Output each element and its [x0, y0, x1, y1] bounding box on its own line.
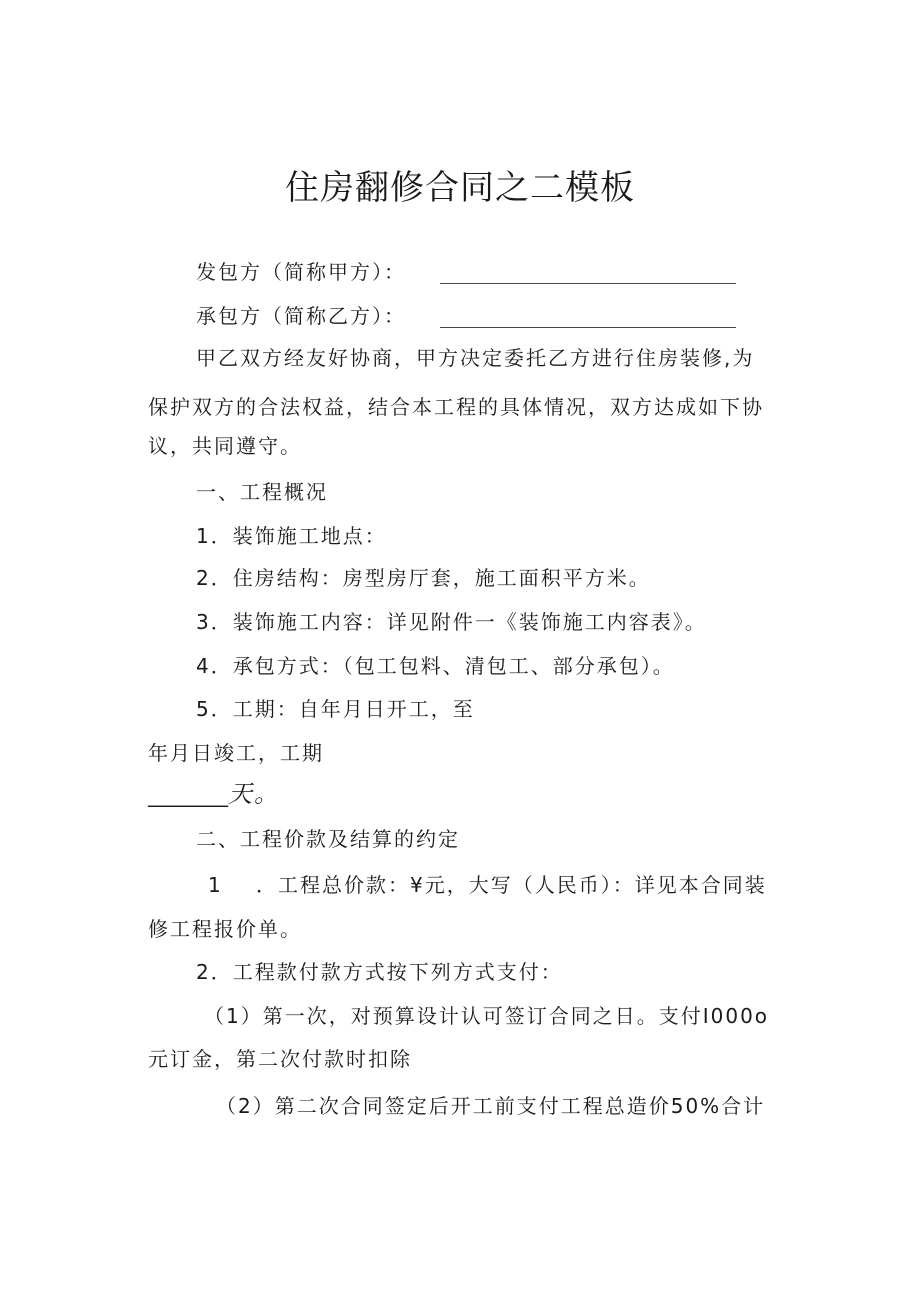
document-title: 住房翻修合同之二模板 [285, 168, 635, 208]
party-a-blank[interactable] [440, 282, 736, 284]
payment-2-line-1: （2）第二次合同签定后开工前支付工程总造价50%合计 [216, 1094, 766, 1118]
item-5-line-3 [148, 780, 280, 809]
item-3: 3．装饰施工内容：详见附件一《装饰施工内容表》。 [196, 610, 707, 634]
payment-1-line-2: 元订金，第二次付款时扣除 [148, 1047, 412, 1071]
party-b-label: 承包方（简称乙方）： [196, 304, 406, 328]
item-5-line-2: 年月日竣工，工期 [148, 741, 324, 765]
price-item-number: 1 [208, 873, 223, 897]
item-4: 4．承包方式：（包工包料、清包工、部分承包）。 [196, 654, 675, 678]
intro-line-1: 甲乙双方经友好协商，甲方决定委托乙方进行住房装修,为 [196, 346, 755, 370]
section-2-heading: 二、工程价款及结算的约定 [196, 827, 460, 851]
party-b-blank[interactable] [440, 326, 736, 328]
item-1: 1．装饰施工地点： [196, 524, 387, 548]
duration-blank[interactable]: ________ [148, 783, 228, 807]
item-5-line-1: 5．工期：自年月日开工，至 [196, 697, 475, 721]
section-1-heading: 一、工程概况 [196, 480, 328, 504]
intro-line-3: 议，共同遵守。 [148, 434, 302, 458]
duration-unit: 天。 [228, 780, 280, 808]
party-a-label: 发包方（简称甲方）： [196, 260, 406, 284]
payment-1-line-1: （1）第一次，对预算设计认可签订合同之日。支付I000o [204, 1004, 770, 1028]
item-2: 2．住房结构：房型房厅套，施工面积平方米。 [196, 566, 651, 590]
price-line-1: ．工程总价款：¥元，大写（人民币）：详见本合同装 [256, 873, 767, 897]
payment-heading: 2．工程款付款方式按下列方式支付： [196, 960, 563, 984]
intro-line-2: 保护双方的合法权益，结合本工程的具体情况，双方达成如下协 [148, 395, 764, 419]
price-line-2: 修工程报价单。 [148, 917, 302, 941]
